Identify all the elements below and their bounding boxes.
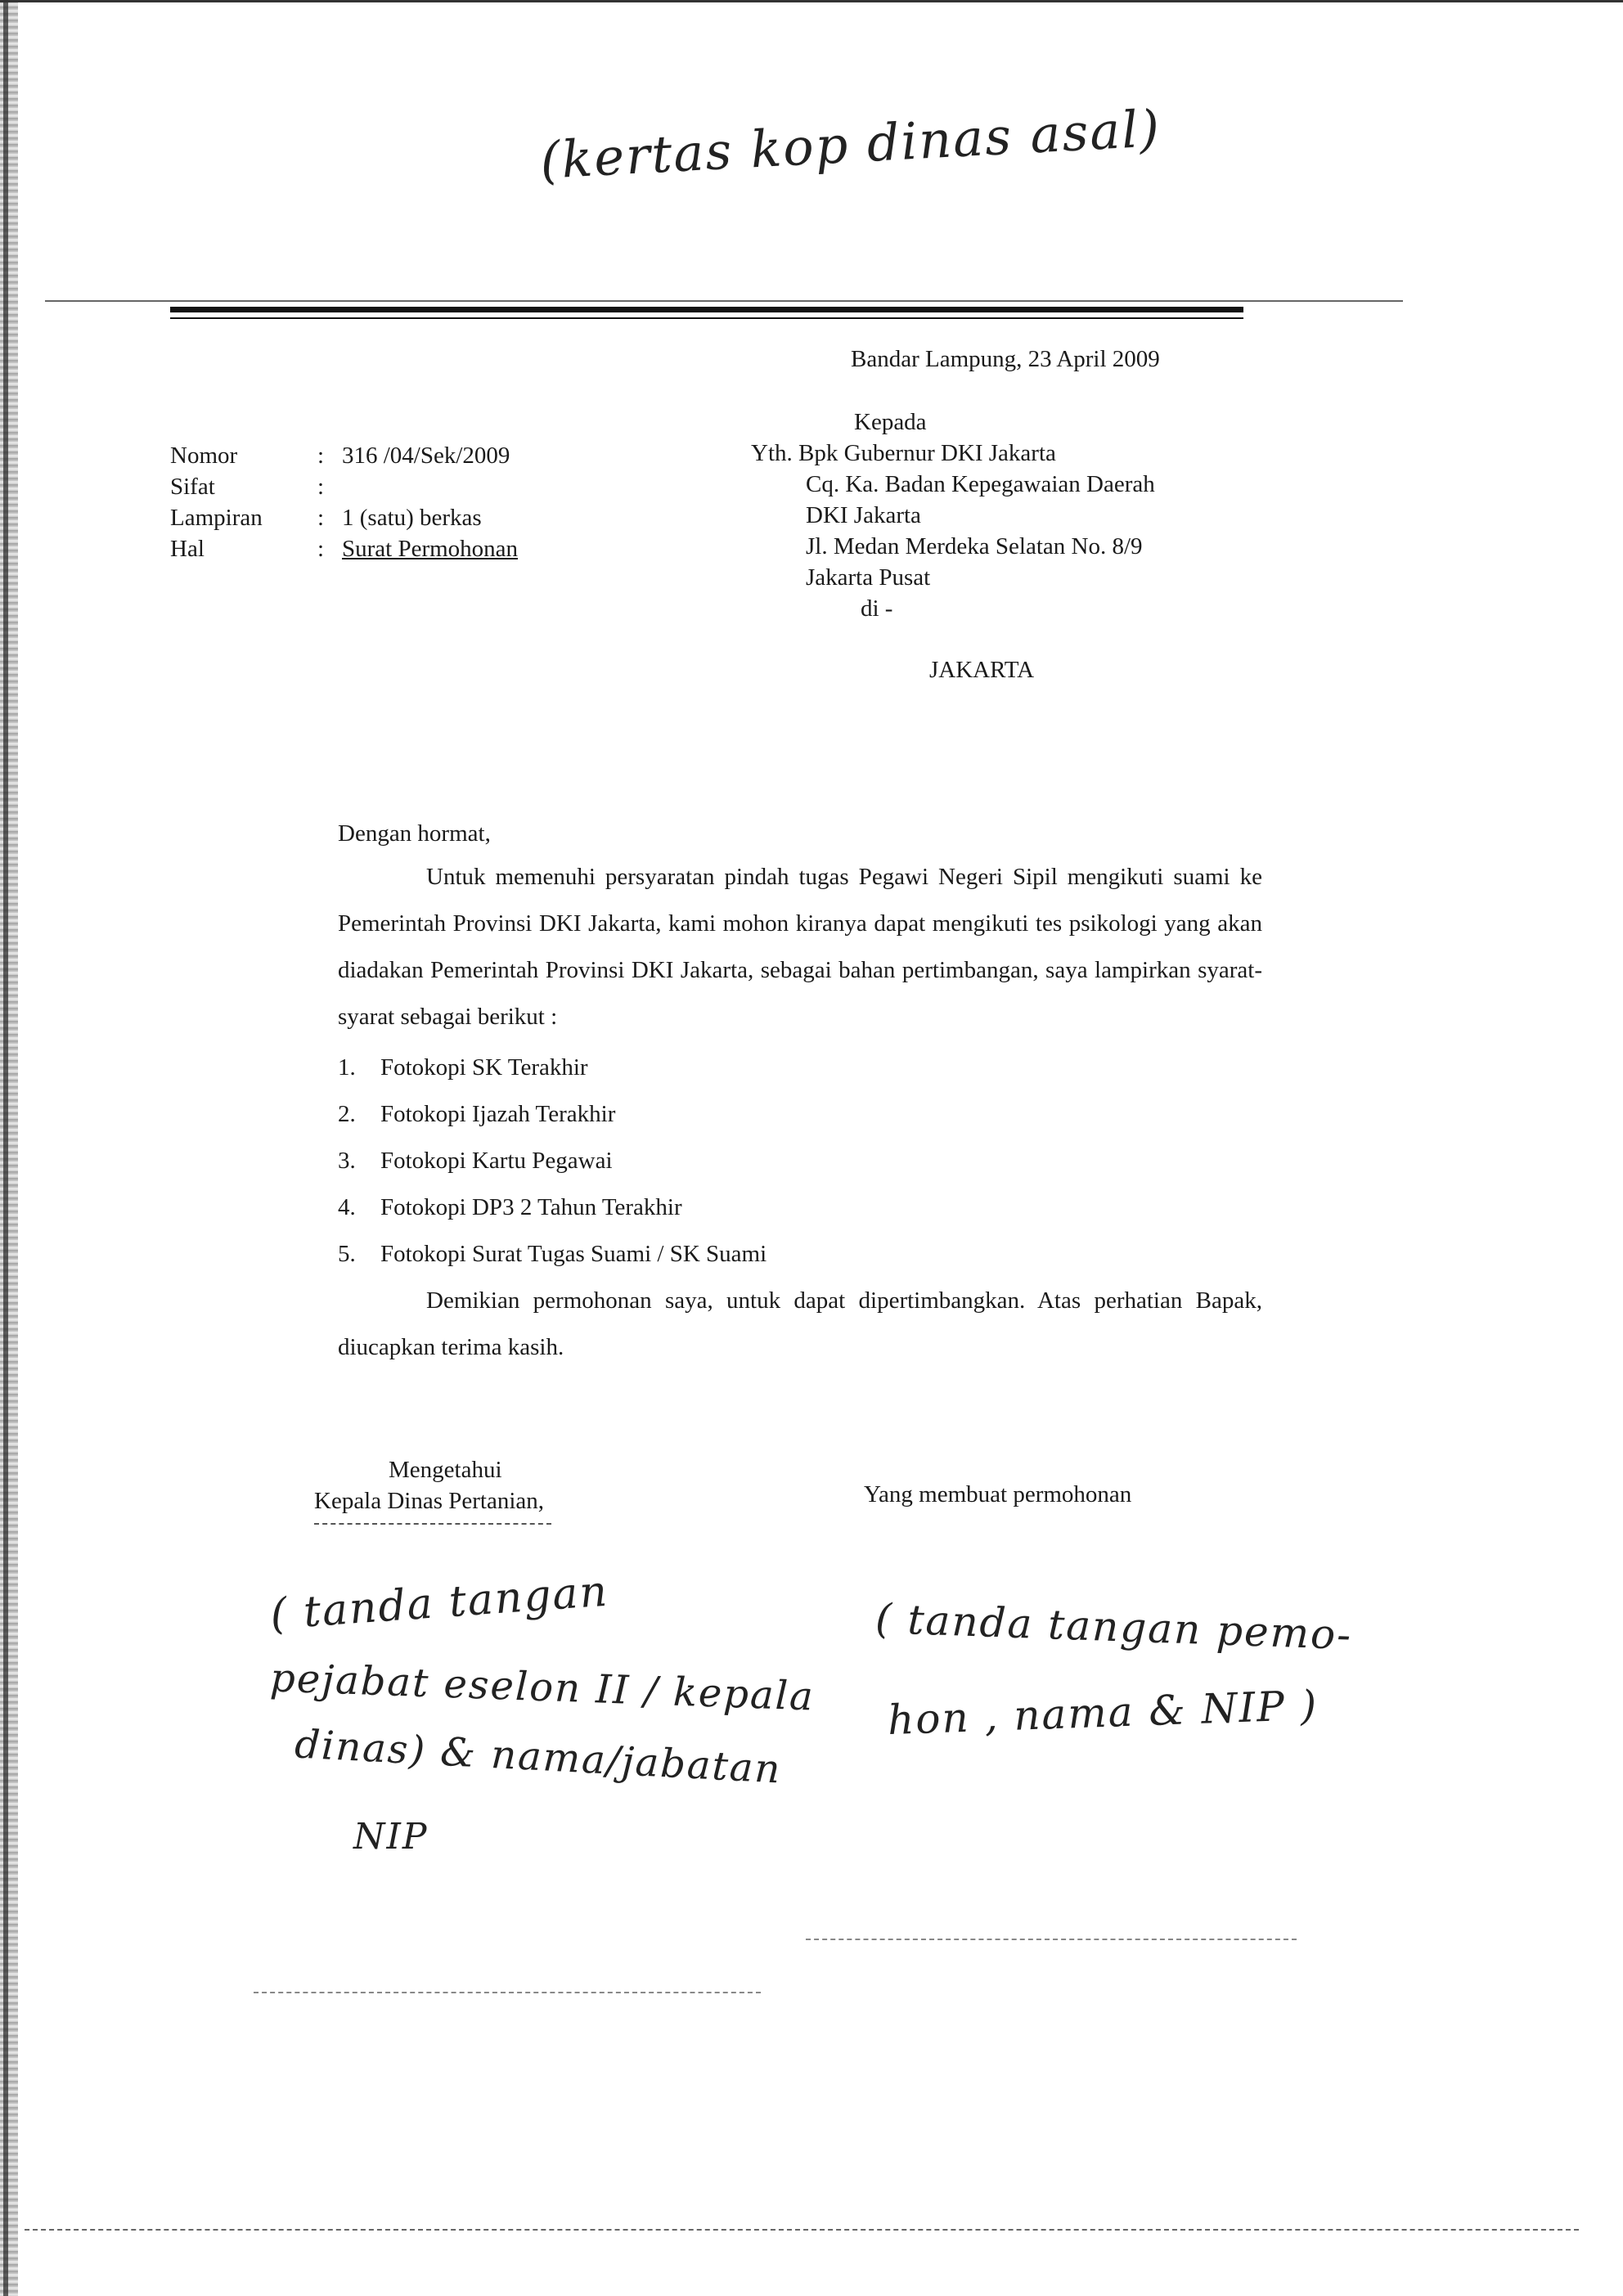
signature-line-right — [806, 1939, 1297, 1940]
signature-line-left — [254, 1992, 761, 1993]
attachment-text: Fotokopi Kartu Pegawai — [380, 1148, 613, 1174]
attachment-text: Fotokopi DP3 2 Tahun Terakhir — [380, 1194, 682, 1220]
signature-right-note-2: hon , nama & NIP ) — [887, 1681, 1320, 1745]
meta-nomor-label: Nomor — [170, 443, 238, 469]
signature-left-dashline — [314, 1523, 551, 1525]
meta-hal-value: Surat Permohonan — [342, 536, 519, 562]
attachment-item — [338, 1238, 767, 1269]
recipient-address: Jl. Medan Merdeka Selatan No. 8/9 — [806, 533, 1143, 559]
body-paragraph: Untuk memenuhi persyaratan pindah tugas Pegawi Negeri Sipil mengikuti suami ke Pemerintah Provinsi DKI Jakarta, kami mohon kiranya dapat mengikuti tes psikologi yang akan diadakan Pemerintah Provinsi DKI Jakarta, sebagai bahan pertimbangan, saya lampirkan syarat-syarat sebagai berikut : — [338, 864, 1262, 1030]
top-scan-line — [0, 0, 1623, 2]
signature-left-note-4: NIP — [353, 1816, 429, 1858]
closing-paragraph: Demikian permohonan saya, untuk dapat dipertimbangkan. Atas perhatian Bapak, diucapkan terima kasih. — [338, 1287, 1262, 1360]
meta-colon: : — [317, 443, 325, 469]
attachment-item — [338, 1052, 588, 1083]
meta-sifat-label: Sifat — [170, 474, 215, 500]
signature-left-note-1: ( tanda tangan — [268, 1566, 610, 1640]
attachment-num: 4. — [338, 1194, 356, 1220]
meta-lampiran — [170, 502, 482, 533]
recipient-cq: Cq. Ka. Badan Kepegawaian Daerah — [806, 471, 1155, 497]
signature-left-mengetahui: Mengetahui — [389, 1457, 502, 1483]
meta-lampiran-value: 1 (satu) berkas — [342, 505, 482, 531]
attachment-text: Fotokopi Surat Tugas Suami / SK Suami — [380, 1241, 767, 1267]
letterhead-sketch-line — [45, 300, 1403, 302]
meta-hal — [170, 533, 518, 564]
attachment-num: 1. — [338, 1054, 356, 1081]
scan-edge-line — [3, 0, 8, 2296]
recipient-city: JAKARTA — [929, 657, 1035, 683]
attachment-item — [338, 1099, 615, 1130]
recipient-name: Yth. Bpk Gubernur DKI Jakarta — [751, 440, 1056, 466]
attachment-text: Fotokopi SK Terakhir — [380, 1054, 588, 1081]
meta-lampiran-label: Lampiran — [170, 505, 263, 531]
meta-colon: : — [317, 474, 325, 500]
salutation: Dengan hormat, — [338, 820, 491, 847]
meta-sifat — [170, 471, 342, 502]
bottom-scan-line — [25, 2229, 1579, 2231]
letterhead-rule-thick — [170, 307, 1243, 312]
meta-nomor-value: 316 /04/Sek/2009 — [342, 443, 510, 469]
attachment-item — [338, 1145, 613, 1176]
meta-colon: : — [317, 505, 325, 531]
attachment-num: 3. — [338, 1148, 356, 1174]
signature-right-title: Yang membuat permohonan — [864, 1481, 1132, 1507]
letterhead-rule-thin — [170, 317, 1243, 319]
recipient-area: Jakarta Pusat — [806, 564, 931, 591]
attachment-text: Fotokopi Ijazah Terakhir — [380, 1101, 616, 1127]
letter-date: Bandar Lampung, 23 April 2009 — [851, 346, 1160, 372]
recipient-kepada: Kepada — [854, 409, 927, 435]
signature-right-note-1: ( tanda tangan pemo- — [874, 1594, 1354, 1660]
letterhead-placeholder-note: (kertas kop dinas asal) — [538, 98, 1162, 191]
meta-colon: : — [317, 536, 325, 562]
meta-hal-label: Hal — [170, 536, 205, 562]
signature-left-note-3: dinas) & nama/jabatan — [293, 1721, 783, 1793]
attachment-item — [338, 1192, 682, 1223]
signature-left-title: Kepala Dinas Pertanian, — [314, 1488, 545, 1514]
meta-nomor — [170, 440, 510, 471]
attachment-num: 2. — [338, 1101, 356, 1127]
attachment-num: 5. — [338, 1241, 356, 1267]
recipient-di: di - — [861, 595, 893, 622]
recipient-dki: DKI Jakarta — [806, 502, 921, 528]
signature-left-note-2: pejabat eselon II / kepala — [269, 1655, 816, 1720]
